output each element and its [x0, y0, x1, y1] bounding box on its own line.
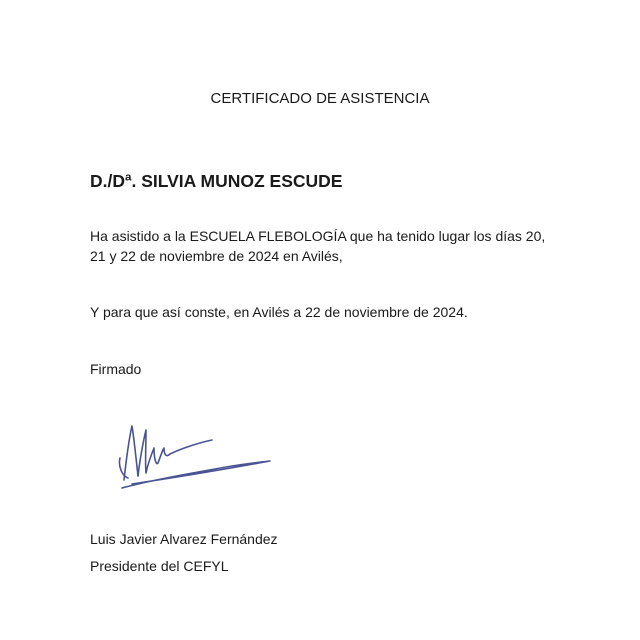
signed-label: Firmado [90, 361, 142, 377]
signer-name: Luis Javier Alvarez Fernández [90, 531, 278, 547]
signer-role: Presidente del CEFYL [90, 558, 229, 574]
recipient-name: D./Dª. SILVIA MUNOZ ESCUDE [90, 171, 343, 191]
certificate-title: CERTIFICADO DE ASISTENCIA [210, 90, 430, 107]
closing-text: Y para que así conste, en Avilés a 22 de noviembre de 2024. [90, 304, 468, 320]
body-text-line-2: 21 y 22 de noviembre de 2024 en Avilés, [90, 248, 343, 264]
handwritten-signature [112, 418, 282, 498]
body-text-line-1: Ha asistido a la ESCUELA FLEBOLOGÍA que ha tenido lugar los días 20, [90, 228, 546, 244]
